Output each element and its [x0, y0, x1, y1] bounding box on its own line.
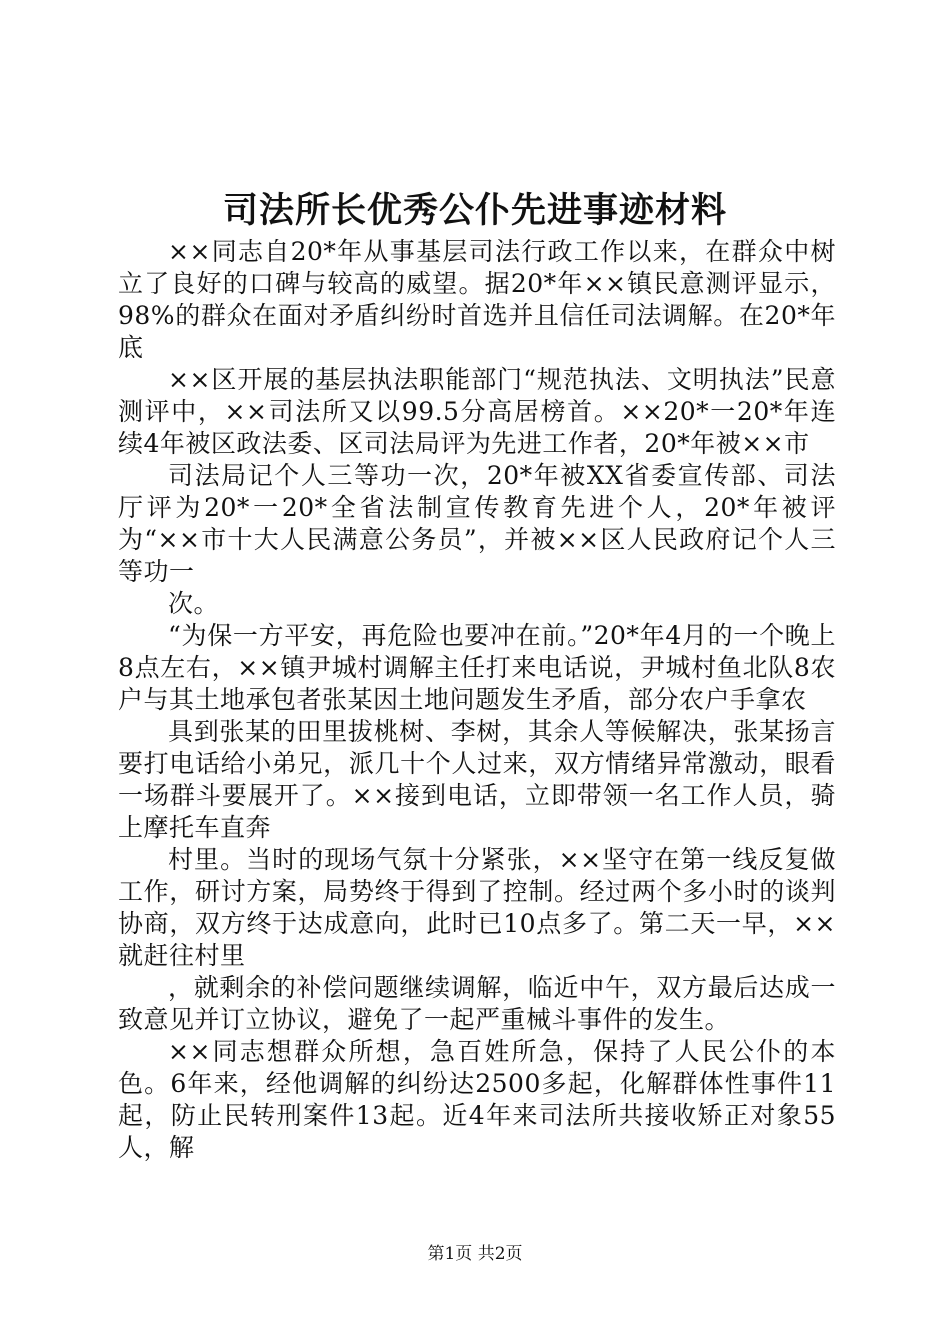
document-body	[118, 236, 836, 1164]
paragraph: ××同志想群众所想，急百姓所急，保持了人民公仆的本色。6年来，经他调解的纠纷达2500多起，化解群体性事件11起，防止民转刑案件13起。近4年来司法所共接收矫正对象55人，解	[118, 1037, 836, 1162]
paragraph: 次。	[168, 589, 220, 618]
paragraph: 具到张某的田里拔桃树、李树，其余人等候解决，张某扬言要打电话给小弟兄，派几十个人过来，双方情绪异常激动，眼看一场群斗要展开了。××接到电话，立即带领一名工作人员，骑上摩托车直奔	[118, 717, 836, 842]
paragraph: 村里。当时的现场气氛十分紧张，××坚守在第一线反复做工作，研讨方案，局势终于得到了控制。经过两个多小时的谈判协商，双方终于达成意向，此时已10点多了。第二天一早，××就赶往村里	[118, 845, 836, 970]
paragraph: 司法局记个人三等功一次，20*年被XX省委宣传部、司法厅评为20*一20*全省法制宣传教育先进个人，20*年被评为“××市十大人民满意公务员”，并被××区人民政府记个人三等功一	[118, 461, 836, 586]
document-title: 司法所长优秀公仆先进事迹材料	[222, 190, 727, 231]
paragraph: ××同志自20*年从事基层司法行政工作以来，在群众中树立了良好的口碑与较高的威望。据20*年××镇民意测评显示，98%的群众在面对矛盾纠纷时首选并且信任司法调解。在20*年底	[118, 237, 836, 362]
paragraph: “为保一方平安，再危险也要冲在前。”20*年4月的一个晚上8点左右，××镇尹城村调解主任打来电话说，尹城村鱼北队8农户与其土地承包者张某因土地问题发生矛盾，部分农户手拿农	[118, 621, 836, 714]
paragraph: ，就剩余的补偿问题继续调解，临近中午，双方最后达成一致意见并订立协议，避免了一起严重械斗事件的发生。	[118, 973, 836, 1034]
page-number: 第1页 共2页	[427, 1244, 523, 1264]
page-footer	[0, 1244, 950, 1264]
paragraph: ××区开展的基层执法职能部门“规范执法、文明执法”民意测评中，××司法所又以99.5分高居榜首。××20*一20*年连续4年被区政法委、区司法局评为先进工作者，20*年被××市	[118, 365, 836, 458]
